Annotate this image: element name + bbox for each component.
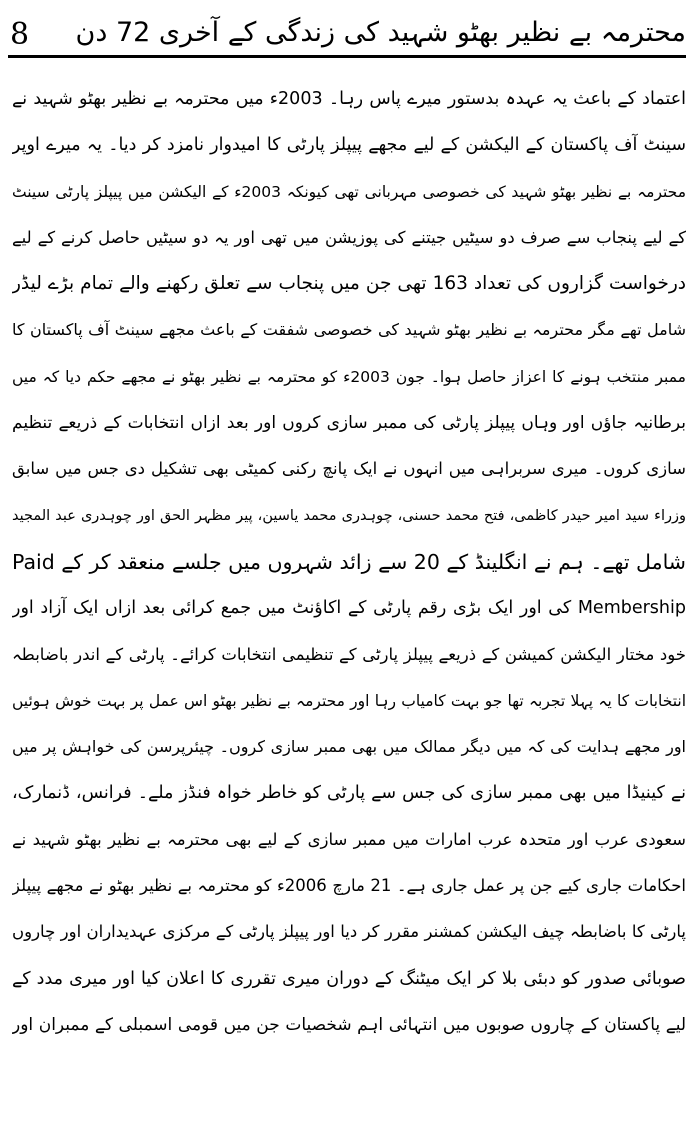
- text-line: انتخابات کا یہ پہلا تجربہ تھا جو بہت کامیاب رہا اور محترمہ بے نظیر بھٹو اس عمل پر بہت خوش ہوئیں: [12, 691, 686, 710]
- text-line: لیے پاکستان کے چاروں صوبوں میں انتہائی اہم شخصیات جن میں قومی اسمبلی کے ممبران اور: [12, 1014, 686, 1035]
- text-line: صوبائی صدور کو دبئی بلا کر ایک میٹنگ کے دوران میری تقرری کا اعلان کیا اور میری مدد کے: [12, 968, 686, 989]
- text-line: اعتماد کے باعث یہ عہدہ بدستور میرے پاس رہا۔ 2003ء میں محترمہ بے نظیر بھٹو شہید نے: [12, 89, 686, 109]
- text-line: سعودی عرب اور متحدہ عرب امارات میں ممبر سازی کے لیے بھی محترمہ بے نظیر بھٹو شہید نے: [12, 829, 686, 849]
- text-line: احکامات جاری کیے جن پر عمل جاری ہے۔ 21 مارچ 2006ء کو محترمہ بے نظیر بھٹو نے مجھے پیپلز: [12, 876, 686, 896]
- text-line: پارٹی کا باضابطہ چیف الیکشن کمشنر مقرر کر دیا اور پیپلز پارٹی کے مرکزی عہدیداران اور چاروں: [12, 922, 686, 942]
- text-line: خود مختار الیکشن کمیشن کے ذریعے پیپلز پارٹی کے تنظیمی انتخابات کرائے۔ پارٹی کے اندر باضابطہ: [12, 644, 686, 664]
- page-header: [0, 0, 700, 56]
- text-line: سینٹ آف پاکستان کے الیکشن کے لیے مجھے پیپلز پارٹی کا امیدوار نامزد کر دیا۔ یہ میرے اوپر: [12, 135, 686, 156]
- text-line: سازی کروں۔ میری سربراہی میں انہوں نے ایک پانچ رکنی کمیٹی بھی تشکیل دی جس میں سابق: [12, 459, 686, 479]
- text-line: درخواست گزاروں کی تعداد 163 تھی جن میں پنجاب سے تعلق رکھنے والے تمام بڑے لیڈر: [12, 273, 686, 295]
- text-line: اور مجھے ہدایت کی کہ میں دیگر ممالک میں بھی ممبر سازی کروں۔ چیئرپرسن کی خواہش پر میں: [12, 737, 686, 757]
- header-divider: [8, 55, 686, 58]
- text-line: ممبر منتخب ہونے کا اعزاز حاصل ہوا۔ جون 2003ء کو محترمہ بے نظیر بھٹو نے مجھے حکم دیا کہ میں: [12, 367, 686, 386]
- running-title: محترمہ بے نظیر بھٹو شہید کی زندگی کے آخری 72 دن: [75, 17, 686, 48]
- text-line: شامل تھے۔ ہم نے انگلینڈ کے 20 سے زائد شہروں میں جلسے منعقد کر کے Paid: [12, 549, 686, 574]
- text-line: کے لیے پنجاب سے صرف دو سیٹیں جیتنے کی پوزیشن میں تھی اور یہ دو سیٹیں حاصل کرنے کے لیے: [12, 227, 686, 247]
- page-number: 8: [10, 17, 30, 52]
- text-line: نے کینیڈا میں بھی ممبر سازی کی جس سے پارٹی کو خاطر خواہ فنڈز ملے۔ فرانس، ڈنمارک،: [12, 783, 686, 804]
- text-line: محترمہ بے نظیر بھٹو شہید کی خصوصی مہربانی تھی کیونکہ 2003ء کے الیکشن میں پیپلز پارٹی سینٹ: [12, 182, 686, 201]
- text-line: Membership کی اور ایک بڑی رقم پارٹی کے اکاؤنٹ میں جمع کرائی بعد ازاں ایک آزاد اور: [12, 598, 686, 619]
- text-line: وزراء سید امیر حیدر کاظمی، فتح محمد حسنی، چوہدری محمد یاسین، پیر مظہر الحق اور چوہدری عبد المجید: [12, 507, 686, 524]
- text-line: شامل تھے مگر محترمہ بے نظیر بھٹو شہید کی خصوصی شفقت کے باعث مجھے سینٹ آف پاکستان کا: [12, 320, 686, 340]
- text-line: برطانیہ جاؤں اور وہاں پیپلز پارٹی کی ممبر سازی کروں اور بعد ازاں انتخابات کے ذریعے تنظیم: [12, 413, 686, 434]
- body-text: [12, 76, 686, 1048]
